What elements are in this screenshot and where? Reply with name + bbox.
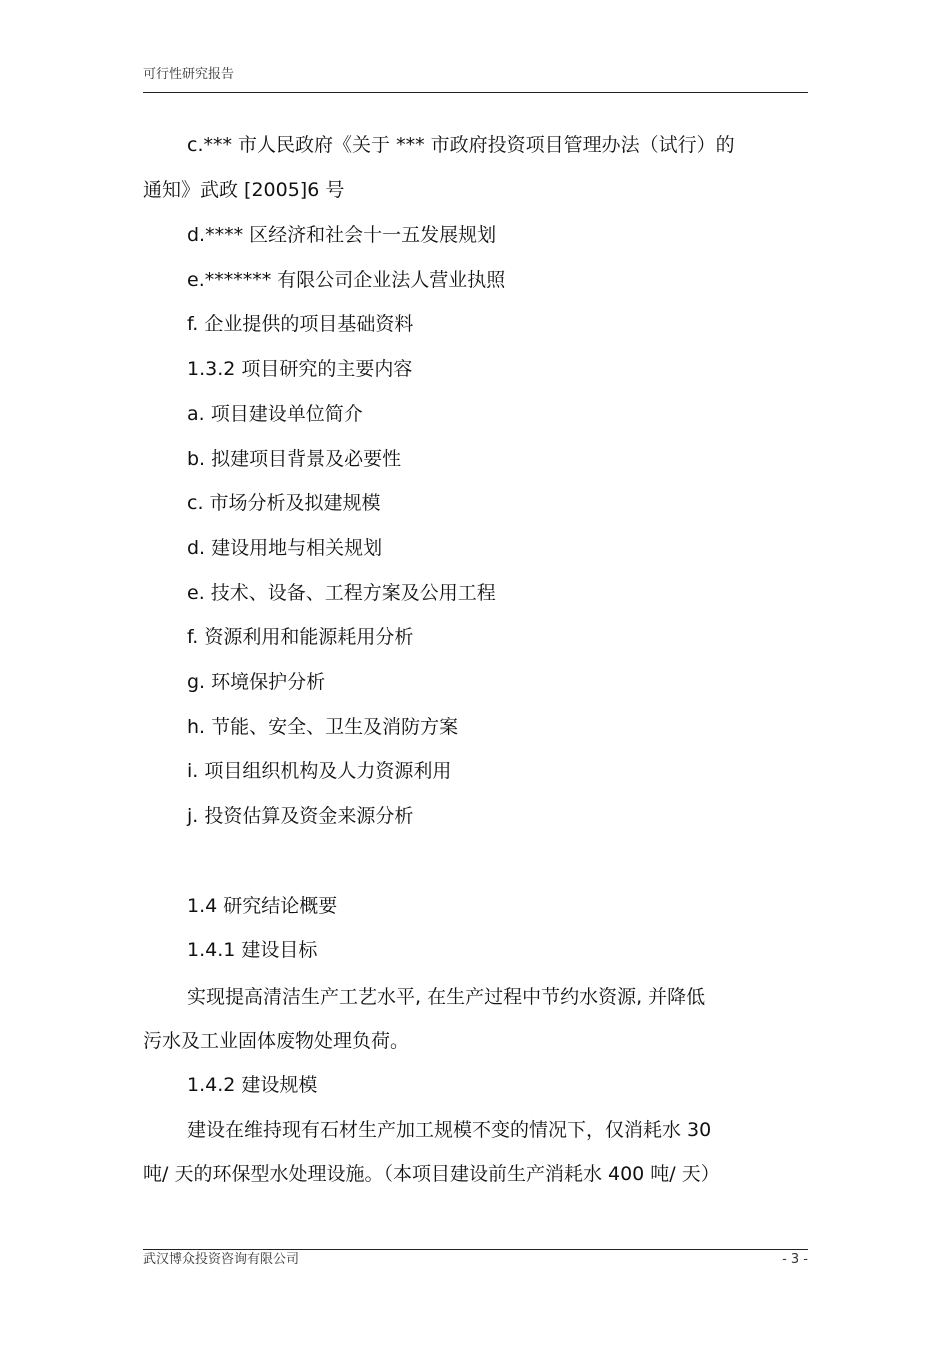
section-heading-1-4: 1.4 研究结论概要 — [187, 895, 338, 917]
content-item-h: h. 节能、安全、卫生及消防方案 — [187, 716, 459, 738]
content-item-b: b. 拟建项目背景及必要性 — [187, 448, 402, 470]
page-number: - 3 - — [782, 1252, 808, 1267]
content-item-f: f. 资源利用和能源耗用分析 — [187, 626, 414, 648]
basis-item-f: f. 企业提供的项目基础资料 — [187, 313, 414, 335]
basis-item-d: d.**** 区经济和社会十一五发展规划 — [187, 224, 497, 246]
scale-paragraph-line1: 建设在维持现有石材生产加工规模不变的情况下，仅消耗水 30 — [187, 1119, 712, 1141]
page-footer — [143, 1249, 808, 1274]
goal-paragraph-line1: 实现提高清洁生产工艺水平, 在生产过程中节约水资源, 并降低 — [187, 986, 706, 1008]
page-header — [143, 66, 808, 93]
section-heading-1-4-2: 1.4.2 建设规模 — [187, 1074, 318, 1096]
content-item-a: a. 项目建设单位简介 — [187, 403, 363, 425]
scale-paragraph-line2: 吨/ 天的环保型水处理设施。（本项目建设前生产消耗水 400 吨/ 天） — [143, 1163, 720, 1185]
content-item-g: g. 环境保护分析 — [187, 671, 326, 693]
section-heading-1-4-1: 1.4.1 建设目标 — [187, 939, 318, 961]
basis-item-e: e.******* 有限公司企业法人营业执照 — [187, 269, 506, 291]
basis-item-c-line1: c.*** 市人民政府《关于 *** 市政府投资项目管理办法（试行）的 — [187, 134, 735, 156]
content-item-c: c. 市场分析及拟建规模 — [187, 492, 381, 514]
content-item-i: i. 项目组织机构及人力资源利用 — [187, 760, 452, 782]
goal-paragraph-line2: 污水及工业固体废物处理负荷。 — [143, 1030, 410, 1052]
basis-item-c-line2: 通知》武政 [2005]6 号 — [143, 179, 345, 201]
header-title: 可行性研究报告 — [143, 67, 235, 82]
content-item-d: d. 建设用地与相关规划 — [187, 537, 383, 559]
section-heading-1-3-2: 1.3.2 项目研究的主要内容 — [187, 358, 413, 380]
footer-company: 武汉博众投资咨询有限公司 — [143, 1252, 300, 1267]
content-item-j: j. 投资估算及资金来源分析 — [187, 805, 414, 827]
content-item-e: e. 技术、设备、工程方案及公用工程 — [187, 582, 496, 604]
